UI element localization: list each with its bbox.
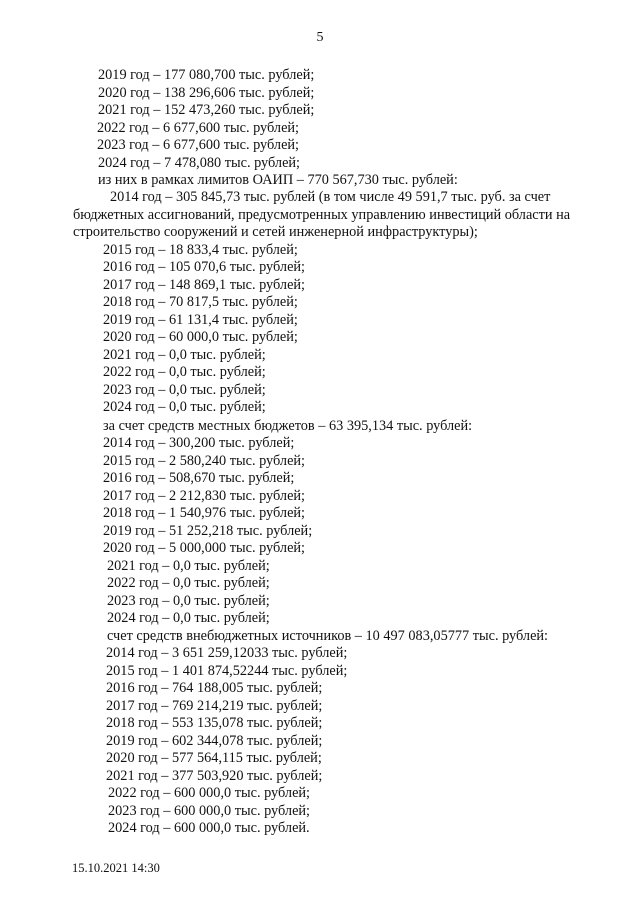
text-line: 2017 год – 148 869,1 тыс. рублей; xyxy=(103,277,306,293)
text-line: 2022 год – 0,0 тыс. рублей; xyxy=(103,364,266,380)
text-line: 2021 год – 377 503,920 тыс. рублей; xyxy=(106,768,323,784)
text-line: 2023 год – 0,0 тыс. рублей; xyxy=(103,382,266,398)
text-line: 2016 год – 508,670 тыс. рублей; xyxy=(103,470,295,486)
text-line: 2018 год – 70 817,5 тыс. рублей; xyxy=(103,294,298,310)
text-line: 2021 год – 0,0 тыс. рублей; xyxy=(107,558,270,574)
text-line: 2018 год – 1 540,976 тыс. рублей; xyxy=(103,505,306,521)
text-line: 2023 год – 600 000,0 тыс. рублей; xyxy=(108,803,311,819)
text-line: 2024 год – 0,0 тыс. рублей; xyxy=(103,399,266,415)
section-heading-local-budgets: за счет средств местных бюджетов – 63 395,134 тыс. рублей: xyxy=(103,418,473,434)
text-line: 2015 год – 2 580,240 тыс. рублей; xyxy=(103,453,306,469)
text-line: 2021 год – 152 473,260 тыс. рублей; xyxy=(98,102,315,118)
text-line: 2019 год – 61 131,4 тыс. рублей; xyxy=(103,312,298,328)
text-line: 2015 год – 1 401 874,52244 тыс. рублей; xyxy=(106,663,348,679)
page-number: 5 xyxy=(316,30,324,45)
footer-timestamp: 15.10.2021 14:30 xyxy=(72,861,160,875)
text-line: 2024 год – 0,0 тыс. рублей; xyxy=(107,610,270,626)
text-line: 2024 год – 600 000,0 тыс. рублей. xyxy=(108,820,310,836)
text-line: 2015 год – 18 833,4 тыс. рублей; xyxy=(103,242,298,258)
text-line: 2020 год – 5 000,000 тыс. рублей; xyxy=(103,540,306,556)
text-line: 2014 год – 300,200 тыс. рублей; xyxy=(103,435,295,451)
text-line: 2016 год – 764 188,005 тыс. рублей; xyxy=(106,680,323,696)
text-line: бюджетных ассигнований, предусмотренных управлению инвестиций области на xyxy=(73,207,571,223)
text-line: 2017 год – 769 214,219 тыс. рублей; xyxy=(106,698,323,714)
text-line: 2016 год – 105 070,6 тыс. рублей; xyxy=(103,259,306,275)
text-line: 2023 год – 0,0 тыс. рублей; xyxy=(107,593,270,609)
section-heading-extrabudgetary: счет средств внебюджетных источников – 10 497 083,05777 тыс. рублей: xyxy=(107,628,549,644)
text-line: 2024 год – 7 478,080 тыс. рублей; xyxy=(98,155,301,171)
text-line: 2022 год – 600 000,0 тыс. рублей; xyxy=(108,785,311,801)
text-line: 2020 год – 60 000,0 тыс. рублей; xyxy=(103,329,298,345)
text-line: строительство сооружений и сетей инженерной инфраструктуры); xyxy=(73,224,478,240)
text-line: 2019 год – 177 080,700 тыс. рублей; xyxy=(98,67,315,83)
text-line: 2018 год – 553 135,078 тыс. рублей; xyxy=(106,715,323,731)
text-line: 2014 год – 305 845,73 тыс. рублей (в том числе 49 591,7 тыс. руб. за счет xyxy=(110,189,551,205)
text-line: 2020 год – 577 564,115 тыс. рублей; xyxy=(106,750,322,766)
text-line: 2020 год – 138 296,606 тыс. рублей; xyxy=(98,85,315,101)
text-line: 2022 год – 6 677,600 тыс. рублей; xyxy=(97,120,300,136)
text-line: 2017 год – 2 212,830 тыс. рублей; xyxy=(103,488,306,504)
text-line: 2023 год – 6 677,600 тыс. рублей; xyxy=(97,137,300,153)
text-line: 2022 год – 0,0 тыс. рублей; xyxy=(107,575,270,591)
text-line: 2014 год – 3 651 259,12033 тыс. рублей; xyxy=(106,645,348,661)
section-heading-oaip: из них в рамках лимитов ОАИП – 770 567,730 тыс. рублей: xyxy=(98,172,458,188)
text-line: 2021 год – 0,0 тыс. рублей; xyxy=(103,347,266,363)
text-line: 2019 год – 602 344,078 тыс. рублей; xyxy=(106,733,323,749)
text-line: 2019 год – 51 252,218 тыс. рублей; xyxy=(103,523,313,539)
